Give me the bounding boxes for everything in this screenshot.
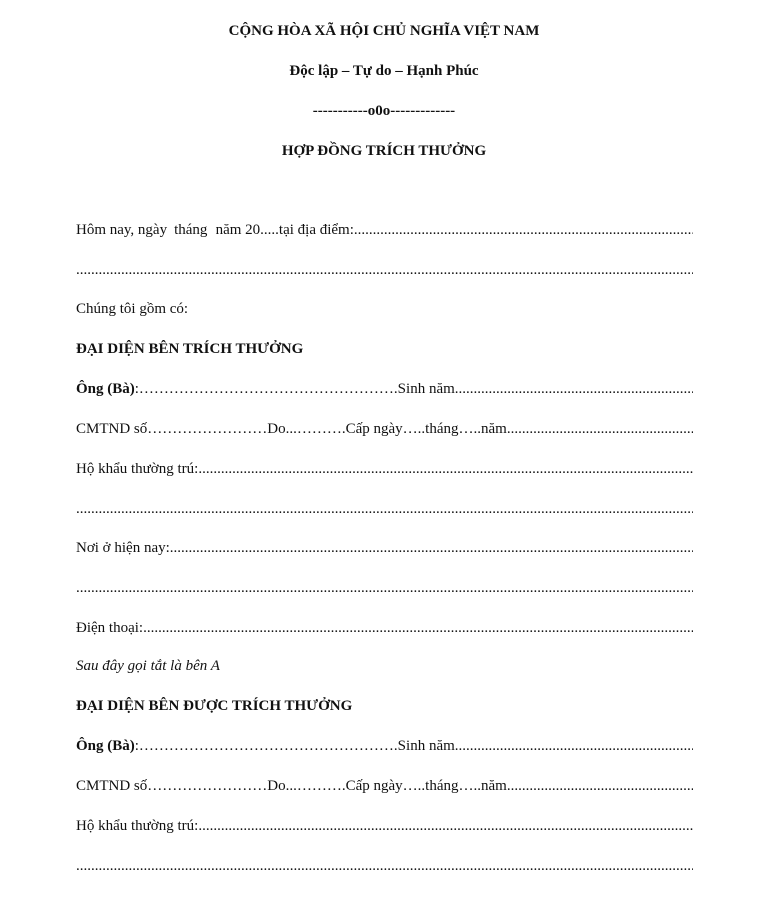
party-a-residence-fill bbox=[198, 459, 693, 479]
party-b-name-label: Ông (Bà) bbox=[76, 738, 135, 754]
date-location-line bbox=[76, 220, 693, 240]
party-b-id-label: CMTND số……………………Do...……….Cấp ngày…..tháng…..năm bbox=[76, 778, 507, 794]
we-include-text: Chúng tôi gồm có: bbox=[76, 301, 189, 317]
party-b-residence-fill bbox=[198, 816, 693, 836]
party-a-address-line bbox=[76, 538, 693, 558]
party-a-address-continuation bbox=[76, 578, 693, 598]
party-b-birth-year-fill bbox=[455, 736, 693, 756]
year-location-label: năm 20.....tại địa điểm: bbox=[215, 222, 354, 238]
party-a-residence-line bbox=[76, 459, 693, 479]
party-b-heading: ĐẠI DIỆN BÊN ĐƯỢC TRÍCH THƯỞNG bbox=[76, 698, 353, 714]
country-name: CỘNG HÒA XÃ HỘI CHỦ NGHĨA VIỆT NAM bbox=[228, 23, 540, 39]
party-a-birth-year-fill bbox=[455, 379, 693, 399]
date-prefix: Hôm nay, ngày bbox=[76, 222, 168, 238]
header-separator: -----------o0o------------- bbox=[312, 103, 456, 119]
party-a-phone-fill bbox=[143, 618, 693, 638]
party-a-id-fill bbox=[507, 419, 693, 439]
party-a-phone-line bbox=[76, 618, 693, 638]
party-b-name-line bbox=[76, 736, 693, 756]
party-a-name-label: Ông (Bà) bbox=[76, 381, 135, 397]
party-b-residence-continuation bbox=[76, 856, 693, 876]
location-fill-2 bbox=[76, 260, 693, 280]
party-b-id-line bbox=[76, 776, 693, 796]
month-label: tháng bbox=[174, 222, 208, 238]
party-b-residence-fill-2 bbox=[76, 856, 693, 876]
party-a-id-label: CMTND số……………………Do...……….Cấp ngày…..tháng…..năm bbox=[76, 421, 507, 437]
document-title: HỢP ĐỒNG TRÍCH THƯỞNG bbox=[281, 143, 487, 159]
party-b-id-fill bbox=[507, 776, 693, 796]
party-b-residence-line bbox=[76, 816, 693, 836]
party-a-address-label: Nơi ở hiện nay: bbox=[76, 540, 170, 556]
party-b-residence-label: Hộ khẩu thường trú: bbox=[76, 818, 199, 834]
party-a-residence-label: Hộ khẩu thường trú: bbox=[76, 461, 199, 477]
party-a-heading: ĐẠI DIỆN BÊN TRÍCH THƯỞNG bbox=[76, 341, 304, 357]
party-a-address-fill bbox=[170, 538, 693, 558]
location-fill bbox=[354, 220, 693, 240]
location-continuation bbox=[76, 260, 693, 280]
party-a-phone-label: Điện thoại: bbox=[76, 620, 144, 636]
party-b-name-rest: :…………………………………………….Sinh năm bbox=[134, 738, 455, 754]
party-a-address-fill-2 bbox=[76, 578, 693, 598]
party-a-name-rest: :…………………………………………….Sinh năm bbox=[134, 381, 455, 397]
party-a-residence-fill-2 bbox=[76, 499, 693, 519]
party-a-residence-continuation bbox=[76, 499, 693, 519]
national-motto: Độc lập – Tự do – Hạnh Phúc bbox=[289, 63, 479, 79]
party-a-name-line bbox=[76, 379, 693, 399]
party-a-id-line bbox=[76, 419, 693, 439]
party-a-alias: Sau đây gọi tắt là bên A bbox=[76, 658, 220, 674]
